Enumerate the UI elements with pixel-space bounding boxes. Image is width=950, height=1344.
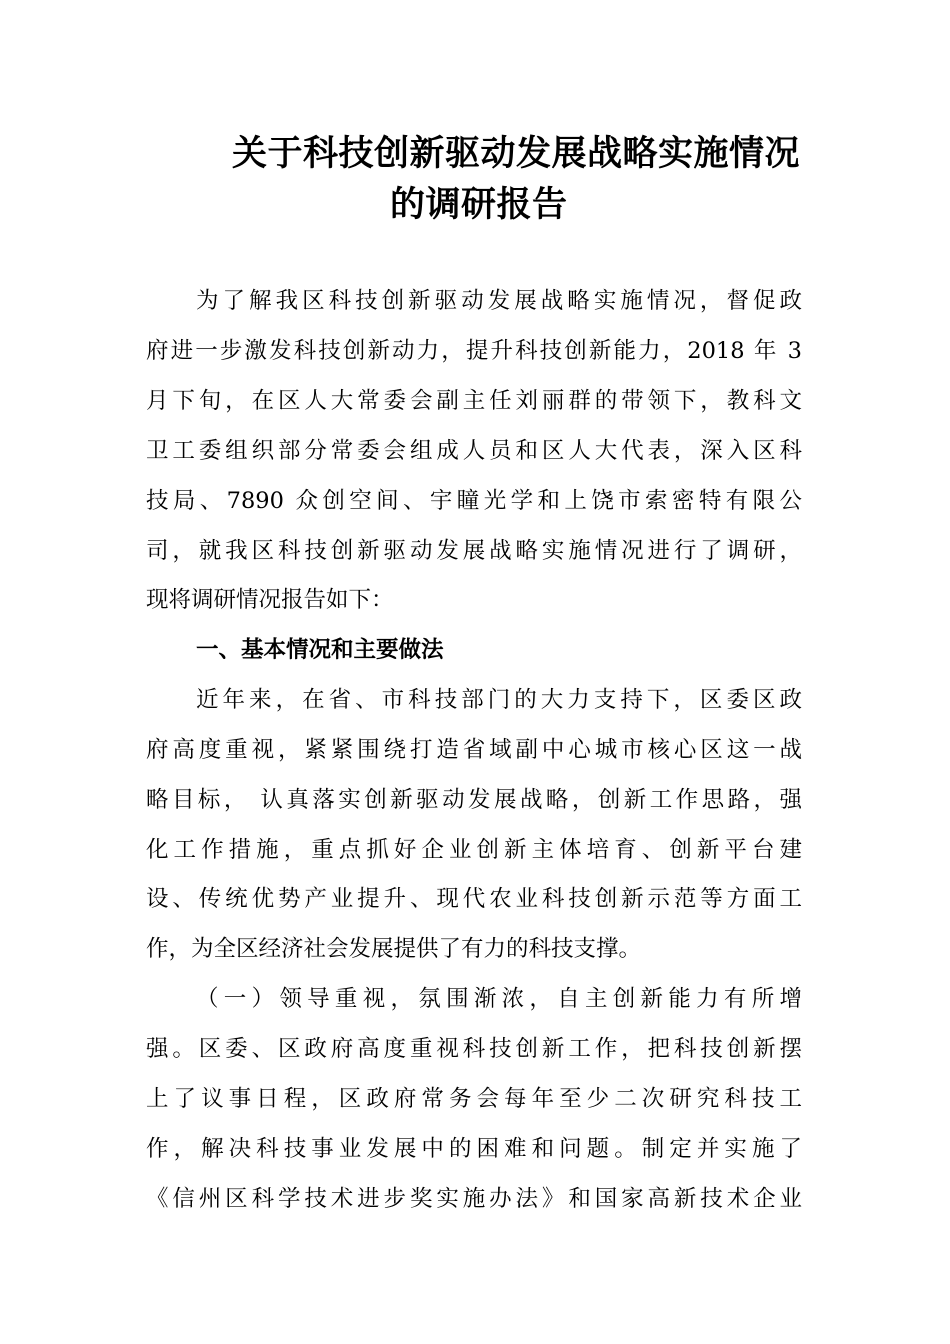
intro-line-2: 府进一步激发科技创新动力，提升科技创新能力，2018 年 3 <box>146 338 802 364</box>
section-1-heading: 一、基本情况和主要做法 <box>196 637 444 663</box>
intro-line-7: 现将调研情况报告如下： <box>146 587 394 613</box>
document-title-line-1: 关于科技创新驱动发展战略实施情况 <box>232 134 801 174</box>
section-1-line-6: 作，为全区经济社会发展提供了有力的科技支撑。 <box>146 936 642 962</box>
section-1-line-4: 化工作措施，重点抓好企业创新主体培育、创新平台建 <box>146 837 802 863</box>
intro-line-5: 技局、7890 众创空间、宇瞳光学和上饶市索密特有限公 <box>146 488 802 514</box>
intro-line-4: 卫工委组织部分常委会组成人员和区人大代表，深入区科 <box>146 438 802 464</box>
section-1-line-5: 设、传统优势产业提升、现代农业科技创新示范等方面工 <box>146 886 802 912</box>
subsection-1-line-4: 作，解决科技事业发展中的困难和问题。制定并实施了 <box>146 1136 802 1162</box>
document-title-line-2: 的调研报告 <box>390 185 568 225</box>
subsection-1-line-5: 《信州区科学技术进步奖实施办法》和国家高新技术企业 <box>146 1186 802 1212</box>
intro-line-6: 司，就我区科技创新驱动发展战略实施情况进行了调研， <box>146 538 802 564</box>
intro-line-3: 月下旬，在区人大常委会副主任刘丽群的带领下，教科文 <box>146 388 802 414</box>
section-1-line-3: 略目标， 认真落实创新驱动发展战略，创新工作思路，强 <box>146 787 802 813</box>
section-1-line-1: 近年来，在省、市科技部门的大力支持下，区委区政 <box>196 687 802 713</box>
subsection-1-line-3: 上了议事日程，区政府常务会每年至少二次研究科技工 <box>146 1086 802 1112</box>
subsection-1-line-1: （一）领导重视，氛围渐浓，自主创新能力有所增 <box>196 986 802 1012</box>
intro-line-1: 为了解我区科技创新驱动发展战略实施情况，督促政 <box>196 288 802 314</box>
subsection-1-line-2: 强。区委、区政府高度重视科技创新工作，把科技创新摆 <box>146 1036 802 1062</box>
section-1-line-2: 府高度重视，紧紧围绕打造省域副中心城市核心区这一战 <box>146 737 802 763</box>
